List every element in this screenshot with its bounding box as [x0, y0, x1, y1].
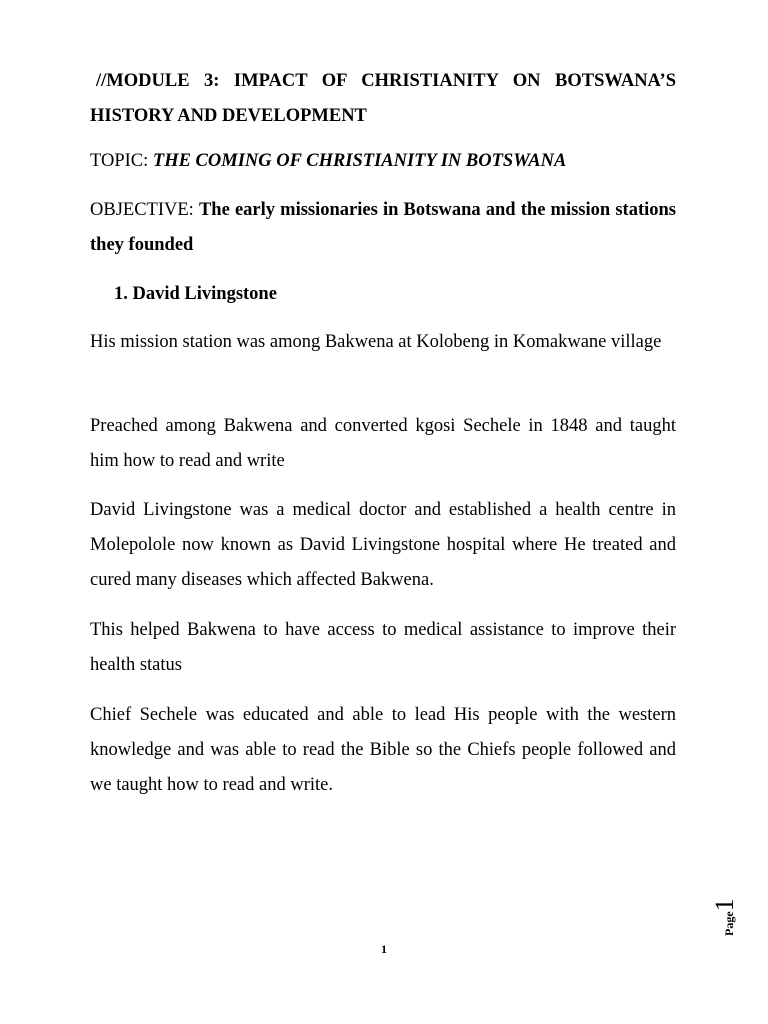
page-margin-label — [700, 884, 740, 944]
objective-value: The early missionaries in Botswana and the mission stations they founded — [90, 200, 676, 255]
module-title — [90, 64, 676, 134]
paragraph: David Livingstone was a medical doctor and established a health centre in Molepolole now known as David Livingstone hospital where He treated and cured many diseases which affected Bakwena. — [90, 500, 676, 590]
module-title-line2: HISTORY AND DEVELOPMENT — [90, 106, 367, 126]
page-margin-text — [710, 898, 740, 936]
paragraph: This helped Bakwena to have access to medical assistance to improve their health status — [90, 620, 676, 675]
paragraph: Preached among Bakwena and converted kgosi Sechele in 1848 and taught him how to read and write — [90, 416, 676, 471]
module-title-line1: //MODULE 3: IMPACT OF CHRISTIANITY ON BOTSWANA’S — [96, 71, 676, 91]
paragraph: His mission station was among Bakwena at Kolobeng in Komakwane village — [90, 332, 662, 352]
objective-label: OBJECTIVE: — [90, 200, 199, 220]
objective-line — [90, 193, 676, 263]
topic-line — [90, 144, 676, 179]
topic-value: THE COMING OF CHRISTIANITY IN BOTSWANA — [152, 151, 567, 171]
page-word: Page — [722, 911, 736, 936]
paragraph: Chief Sechele was educated and able to lead His people with the western knowledge and was able to read the Bible so the Chiefs people followed and we taught how to read and write. — [90, 705, 676, 795]
section-heading: 1. David Livingstone — [114, 284, 277, 304]
footer-page-number: 1 — [381, 942, 387, 956]
topic-label: TOPIC: — [90, 151, 153, 171]
page-margin-number: 1 — [710, 898, 739, 912]
